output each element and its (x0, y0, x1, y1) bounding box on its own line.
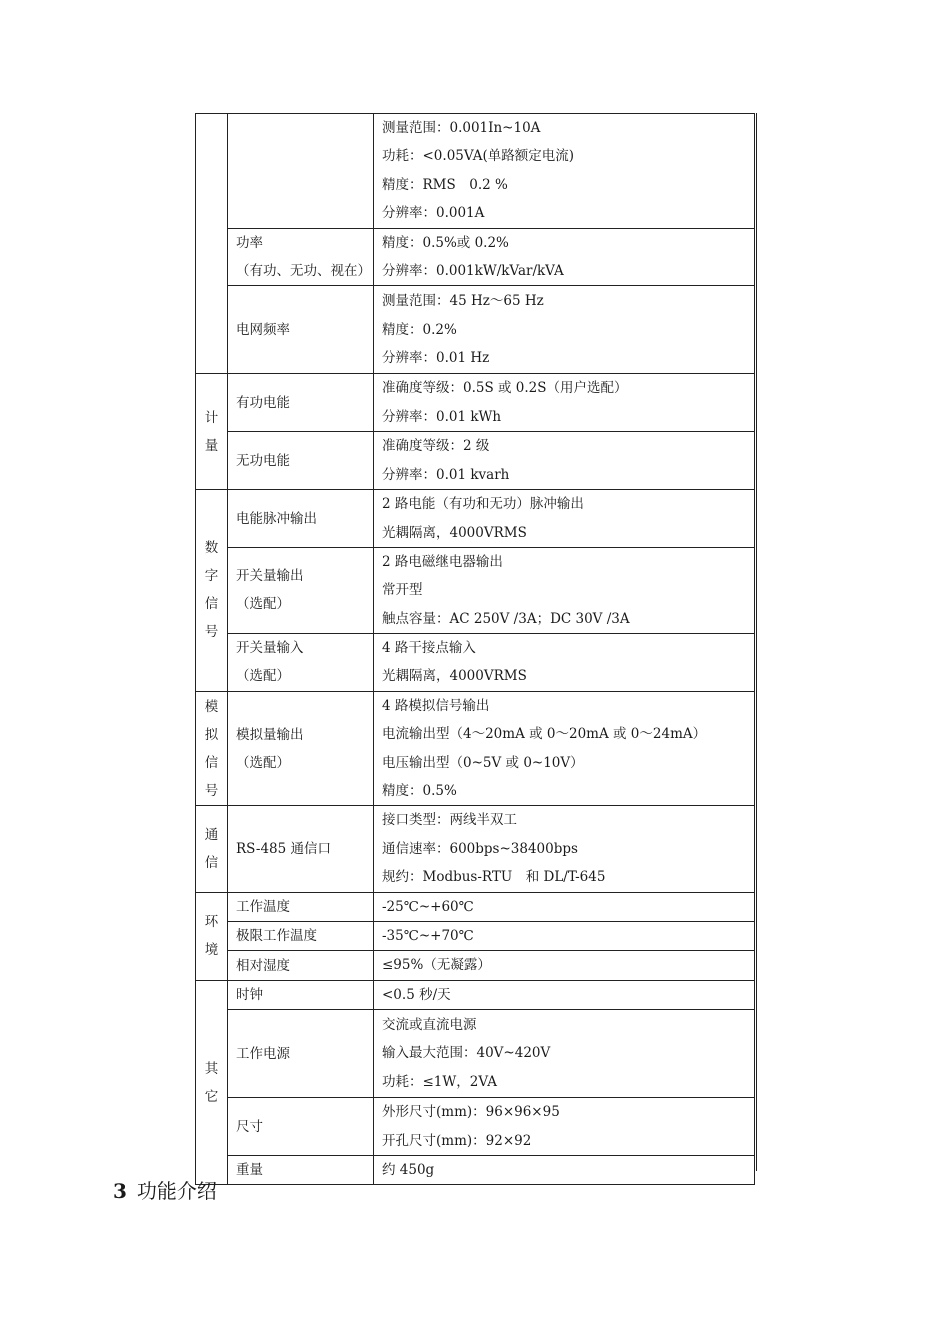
spec-line: 4 路干接点输入 (382, 640, 476, 657)
table-row (196, 286, 755, 374)
spec-cell (374, 980, 755, 1009)
item-cell (228, 806, 374, 892)
category-char: 信 (204, 855, 219, 871)
spec-line: 准确度等级：0.5S 或 0.2S（用户选配） (382, 380, 628, 397)
category-cell (196, 980, 228, 1185)
spec-line: 分辨率：0.01 kWh (382, 408, 502, 425)
item-label: 重量 (236, 1162, 263, 1179)
spec-cell (374, 547, 755, 633)
spec-cell (374, 951, 755, 980)
spec-cell (374, 1098, 755, 1156)
category-char: 信 (204, 596, 219, 613)
spec-line: 准确度等级：2 级 (382, 438, 490, 455)
item-cell (228, 980, 374, 1009)
table-row (196, 691, 755, 806)
spec-line: 测量范围：0.001In~10A (382, 120, 541, 136)
item-cell (228, 1155, 374, 1184)
spec-line: 接口类型：两线半双工 (382, 812, 517, 829)
item-label: 模拟量输出 (236, 726, 304, 743)
table-row (196, 114, 755, 229)
spec-line: 输入最大范围：40V~420V (382, 1045, 551, 1062)
item-label: 相对湿度 (236, 957, 290, 974)
item-cell (228, 921, 374, 950)
category-char: 模 (204, 698, 219, 715)
spec-line: 2 路电能（有功和无功）脉冲输出 (382, 496, 584, 513)
category-char: 量 (204, 437, 219, 454)
spec-line: 功耗：≤1W，2VA (382, 1073, 497, 1090)
category-char: 通 (204, 827, 219, 843)
category-char: 数 (204, 540, 219, 557)
item-cell (228, 547, 374, 633)
section-title: 功能介绍 (136, 1179, 217, 1203)
item-label: （选配） (236, 596, 290, 613)
item-cell (228, 374, 374, 432)
spec-cell (374, 1010, 755, 1098)
item-cell (228, 286, 374, 374)
table-row (196, 892, 755, 921)
spec-line: 4 路模拟信号输出 (382, 697, 490, 714)
category-cell (196, 374, 228, 490)
item-cell (228, 490, 374, 548)
spec-cell (374, 490, 755, 548)
spec-line: 外形尺寸(mm)：96×96×95 (382, 1104, 560, 1121)
spec-line: -25℃~+60℃ (382, 898, 474, 915)
item-label: （选配） (236, 754, 290, 771)
category-char: 境 (204, 942, 219, 959)
spec-line: 分辨率：0.01 Hz (382, 350, 490, 367)
item-label: 极限工作温度 (236, 928, 317, 945)
table-row (196, 951, 755, 980)
spec-line: -35℃~+70℃ (382, 927, 474, 944)
table-shadow-line (756, 113, 757, 1171)
item-label: 有功电能 (236, 394, 290, 411)
spec-line: 常开型 (382, 582, 423, 599)
spec-line: 通信速率：600bps~38400bps (382, 840, 578, 857)
spec-line: 光耦隔离，4000VRMS (382, 668, 527, 685)
spec-line: 开孔尺寸(mm)：92×92 (382, 1132, 532, 1149)
spec-line: 精度：0.2% (382, 321, 457, 338)
spec-cell (374, 691, 755, 806)
item-cell (228, 951, 374, 980)
table-row (196, 921, 755, 950)
item-label: 开关量输入 (236, 640, 304, 657)
spec-line: 功耗：<0.05VA(单路额定电流) (382, 148, 574, 165)
category-char: 号 (204, 782, 219, 799)
category-cell (196, 490, 228, 692)
item-cell (228, 1010, 374, 1098)
item-label: 无功电能 (236, 452, 290, 469)
table-row (196, 228, 755, 286)
item-label: 尺寸 (236, 1118, 263, 1135)
spec-cell (374, 921, 755, 950)
spec-table-body (196, 114, 755, 1185)
spec-line: 分辨率：0.001A (382, 205, 485, 222)
item-label: 开关量输出 (236, 568, 304, 585)
spec-cell (374, 114, 755, 229)
category-char: 字 (204, 568, 219, 585)
item-cell (228, 114, 374, 229)
table-row (196, 634, 755, 692)
spec-cell (374, 634, 755, 692)
table-row (196, 547, 755, 633)
item-cell (228, 892, 374, 921)
spec-line: 交流或直流电源 (382, 1017, 477, 1034)
table-row (196, 980, 755, 1009)
item-label: 工作温度 (236, 898, 290, 915)
item-label: （有功、无功、视在） (236, 262, 371, 279)
category-char: 环 (204, 914, 219, 931)
item-cell (228, 432, 374, 490)
spec-cell (374, 286, 755, 374)
table-row (196, 374, 755, 432)
spec-line: ≤95%（无凝露） (382, 957, 491, 974)
table-row (196, 806, 755, 892)
spec-cell (374, 374, 755, 432)
section-number: 3 (113, 1179, 127, 1203)
spec-cell (374, 892, 755, 921)
item-cell (228, 228, 374, 286)
table-row (196, 432, 755, 490)
item-label: 电能脉冲输出 (236, 510, 317, 527)
spec-line: 电流输出型（4～20mA 或 0～20mA 或 0～24mA） (382, 726, 707, 743)
category-cell (196, 114, 228, 374)
category-char: 拟 (204, 726, 219, 743)
spec-line: 精度：0.5% (382, 783, 457, 800)
spec-line: 电压输出型（0~5V 或 0~10V） (382, 754, 584, 771)
category-cell (196, 892, 228, 980)
item-cell (228, 1098, 374, 1156)
section-heading (113, 1176, 217, 1206)
item-label: 工作电源 (236, 1045, 290, 1062)
item-label: 电网频率 (236, 321, 290, 338)
spec-line: 约 450g (382, 1161, 435, 1178)
spec-line: 测量范围：45 Hz～65 Hz (382, 293, 544, 310)
spec-cell (374, 1155, 755, 1184)
spec-line: 2 路电磁继电器输出 (382, 553, 503, 570)
table-row (196, 1098, 755, 1156)
category-char: 计 (204, 409, 219, 426)
spec-line: 精度：RMS 0.2 % (382, 176, 508, 193)
category-char: 它 (204, 1088, 219, 1105)
item-cell (228, 691, 374, 806)
category-cell (196, 806, 228, 892)
category-cell (196, 691, 228, 806)
spec-line: 触点容量：AC 250V /3A；DC 30V /3A (382, 610, 630, 627)
spec-line: 规约：Modbus-RTU 和 DL/T-645 (382, 869, 606, 886)
spec-line: 分辨率：0.01 kvarh (382, 466, 510, 483)
category-char: 号 (204, 624, 219, 641)
spec-cell (374, 806, 755, 892)
table-row (196, 1010, 755, 1098)
table-row (196, 1155, 755, 1184)
item-cell (228, 634, 374, 692)
item-label: 功率 (236, 234, 263, 251)
spec-line: 精度：0.5%或 0.2% (382, 234, 509, 251)
spec-line: <0.5 秒/天 (382, 986, 451, 1003)
item-label: 时钟 (236, 986, 263, 1003)
table-row (196, 490, 755, 548)
spec-line: 光耦隔离，4000VRMS (382, 524, 527, 541)
spec-line: 分辨率：0.001kW/kVar/kVA (382, 262, 564, 279)
spec-cell (374, 432, 755, 490)
spec-cell (374, 228, 755, 286)
spec-table (195, 113, 755, 1185)
category-char: 信 (204, 754, 219, 771)
category-char: 其 (204, 1060, 219, 1077)
item-label: （选配） (236, 668, 290, 685)
item-label: RS-485 通信口 (236, 841, 332, 857)
